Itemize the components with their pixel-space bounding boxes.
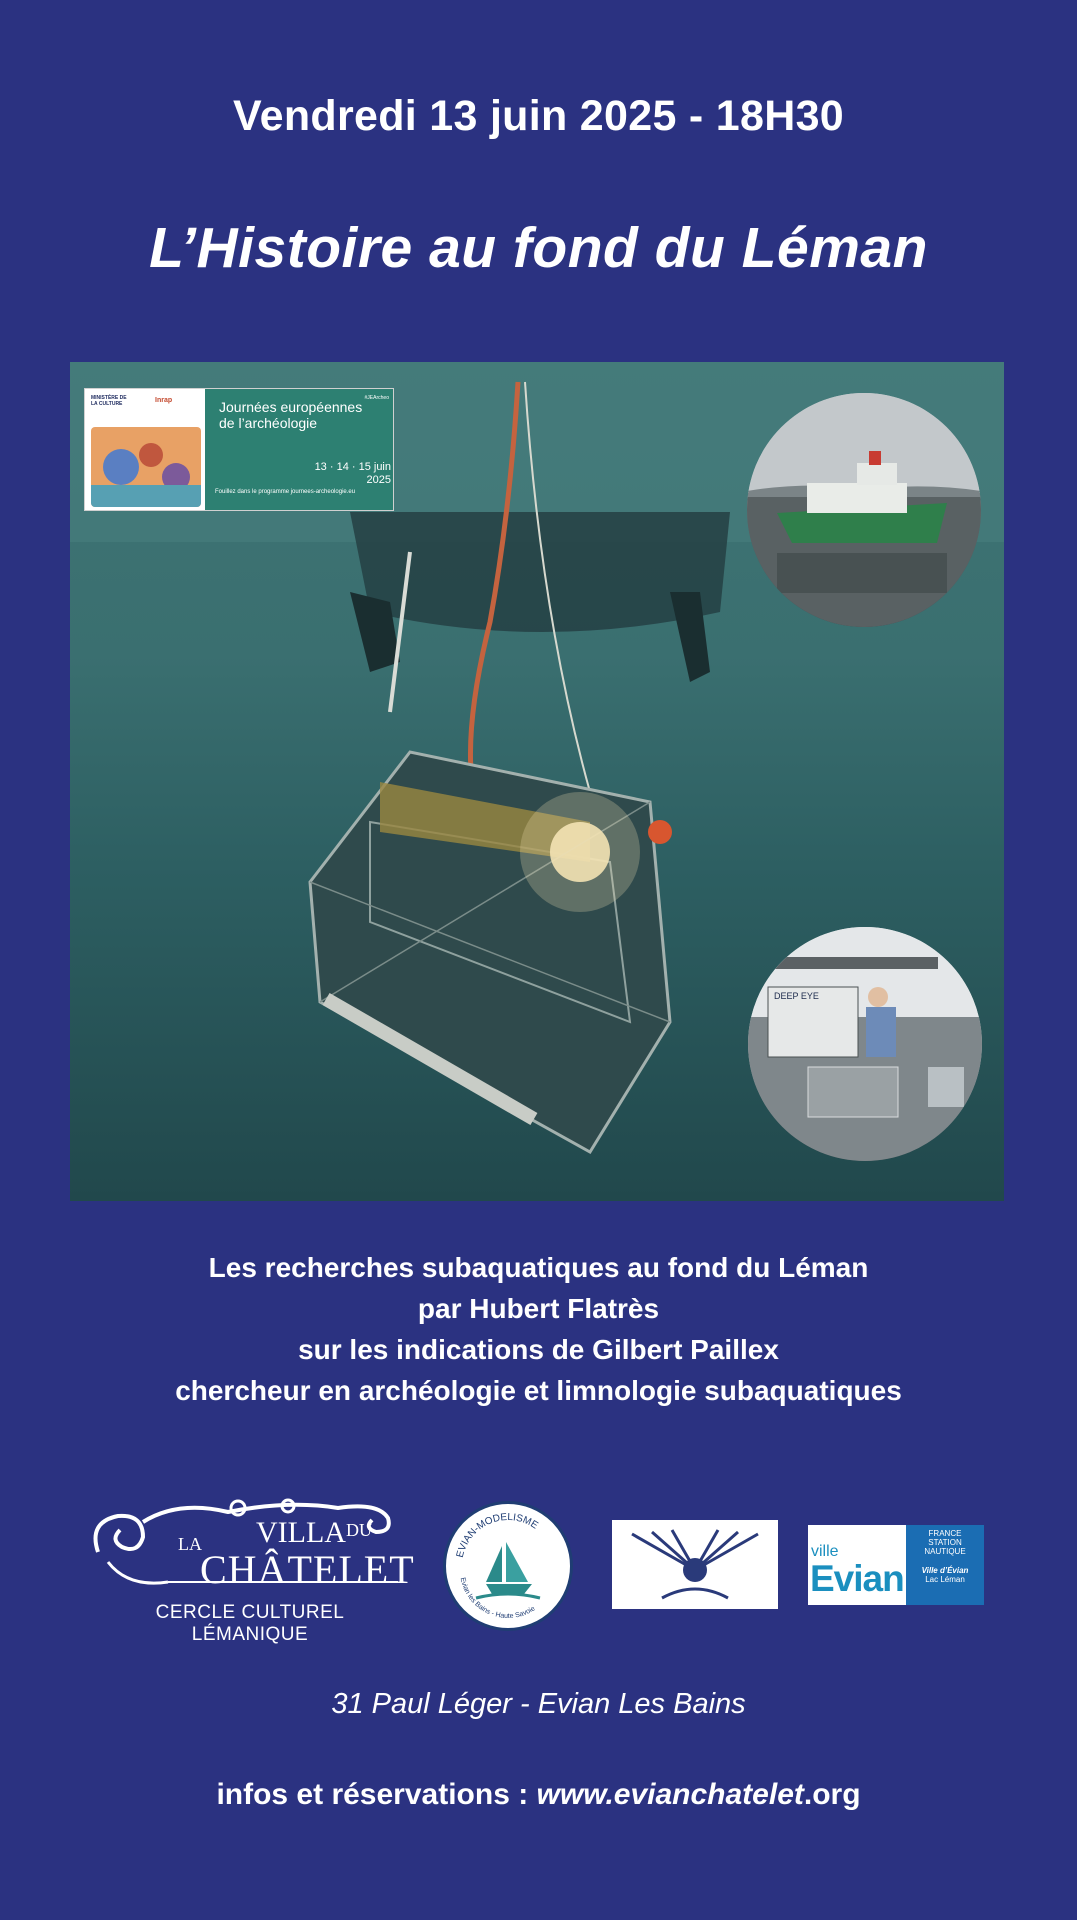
badge-station: STATION xyxy=(928,1538,962,1547)
archeology-days-banner xyxy=(84,388,394,511)
badge-france: FRANCE xyxy=(928,1529,962,1538)
banner-illustration xyxy=(91,427,201,507)
venue-address: 31 Paul Léger - Evian Les Bains xyxy=(331,1688,746,1720)
contact-line xyxy=(0,1778,1077,1812)
badge-ville-evian: Ville d’Évian xyxy=(921,1566,969,1575)
description-line-1: Les recherches subaquatiques au fond du Léman xyxy=(208,1252,869,1283)
ville-evian-logo xyxy=(808,1525,984,1605)
banner-right-panel xyxy=(205,389,394,511)
evian-modelisme-logo xyxy=(443,1501,573,1631)
partner-logos xyxy=(0,1490,1077,1645)
description-line-2: par Hubert Flatrès xyxy=(417,1293,660,1324)
badge-nautique: NAUTIQUE xyxy=(924,1547,966,1556)
banner-title: Journées européennes de l’archéologie xyxy=(219,399,363,431)
villa-villa: VILLA xyxy=(256,1516,346,1549)
deck-inset-photo xyxy=(748,927,982,1161)
ministry-logo: MINISTÈRE DE LA CULTURE xyxy=(91,395,127,407)
villa-la: LA xyxy=(178,1534,202,1554)
boat-inset-photo xyxy=(747,393,981,627)
station-nautique-badge xyxy=(906,1525,984,1605)
evian-ville-text: ville xyxy=(811,1543,839,1560)
svg-text:EVIAN-MODELISME xyxy=(455,1512,540,1559)
inrap-logo: Inrap xyxy=(155,397,173,404)
villa-du: DU xyxy=(346,1520,372,1540)
rov-red-light xyxy=(648,820,672,844)
event-date-time: Vendredi 13 juin 2025 - 18H30 xyxy=(233,92,844,140)
villa-du-chatelet-logo xyxy=(88,1492,415,1645)
fleur-emblem-logo xyxy=(612,1520,778,1609)
evian-name-text: Evian xyxy=(810,1558,904,1599)
deck-sign: DEEP EYE xyxy=(774,991,819,1001)
contact-url[interactable]: www.evianchatelet xyxy=(536,1778,804,1811)
villa-chatelet: CHÂTELET xyxy=(200,1547,415,1592)
badge-lac-leman: Lac Léman xyxy=(925,1575,965,1584)
villa-subtitle: CERCLE CULTUREL LÉMANIQUE xyxy=(155,1602,345,1645)
banner-note: Fouillez dans le programme journees-archeologie.eu xyxy=(215,489,356,495)
description-line-4: chercheur en archéologie et limnologie subaquatiques xyxy=(175,1375,902,1406)
banner-hashtag: #JEArcheo xyxy=(364,395,389,401)
description-line-3: sur les indications de Gilbert Paillex xyxy=(298,1334,779,1365)
contact-label: infos et réservations : xyxy=(216,1778,537,1811)
underwater-photo xyxy=(70,362,1004,1201)
modelisme-top-text: EVIAN-MODELISME xyxy=(454,1511,540,1559)
event-title: L’Histoire au fond du Léman xyxy=(149,216,928,280)
contact-tld[interactable]: .org xyxy=(803,1778,861,1811)
event-description xyxy=(0,1247,1077,1411)
modelisme-bottom-text: Evian les Bains - Haute Savoie xyxy=(458,1576,537,1621)
banner-dates: 13 · 14 · 15 juin 2025 xyxy=(314,461,391,486)
svg-text:Evian les Bains - Haute Savoie xyxy=(459,1577,537,1620)
banner-left-panel xyxy=(85,389,205,511)
